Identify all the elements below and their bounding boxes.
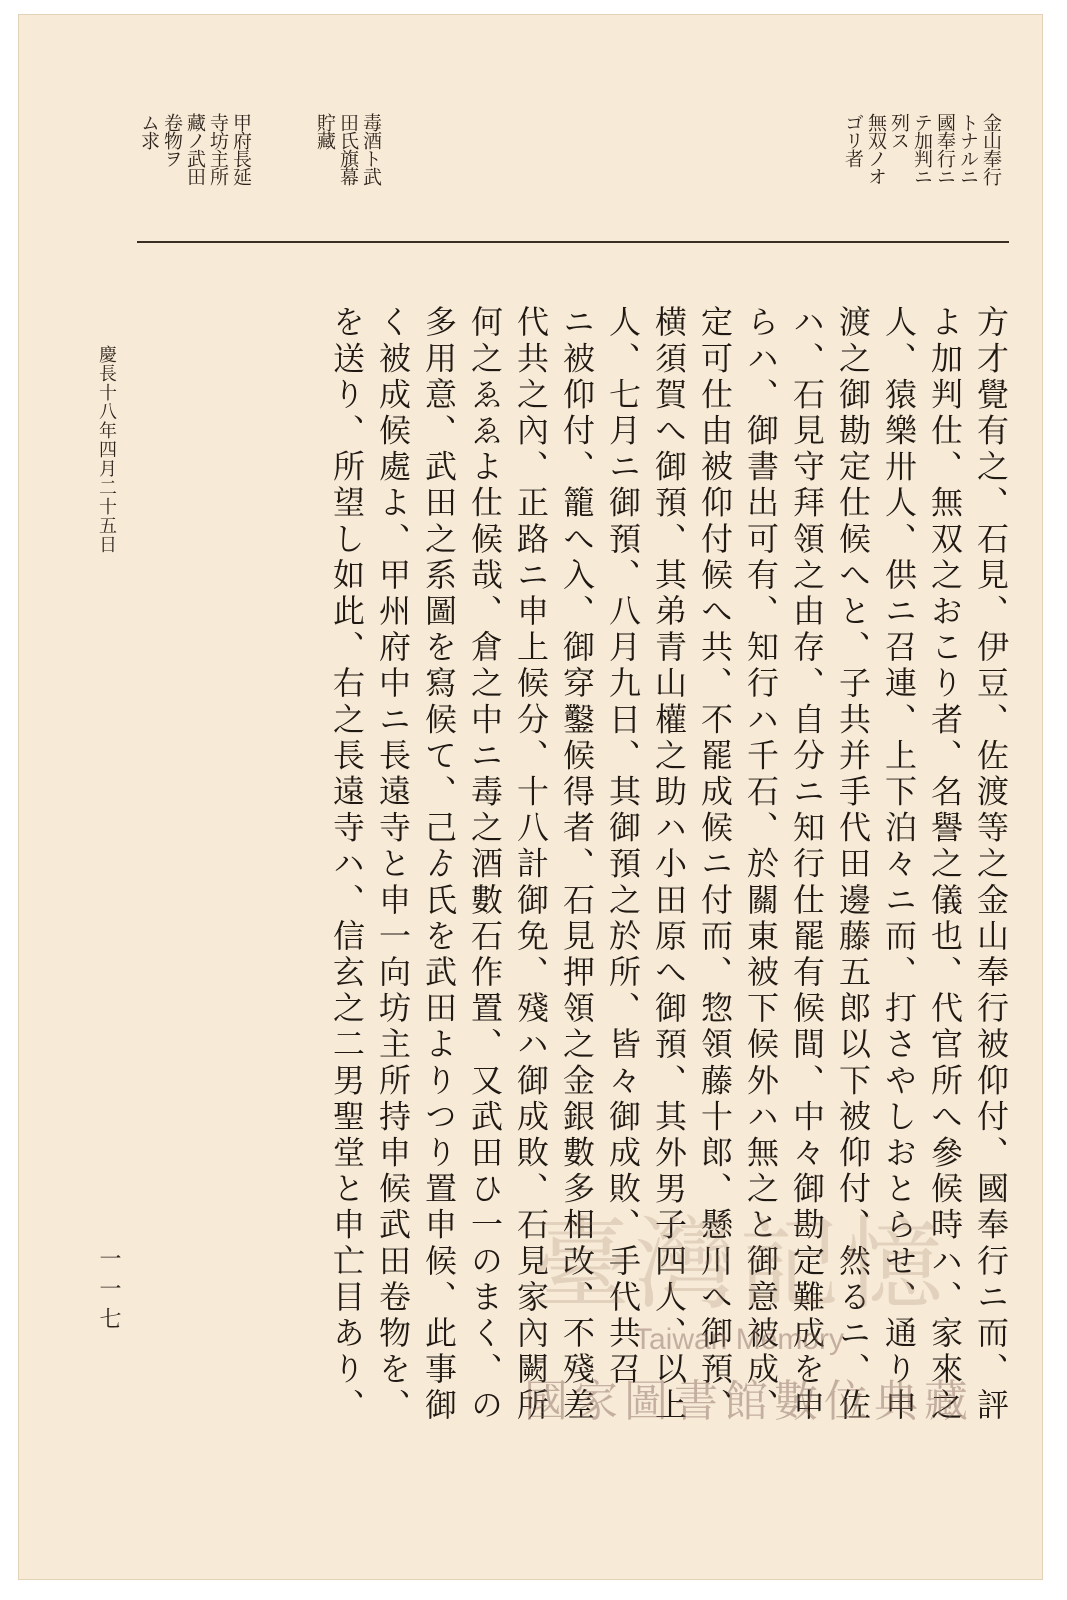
text-column: 人、猿樂卅人、供ニ召連、上下泊々ニ而、打さやしおとらせ、通り申: [880, 305, 918, 1425]
headnote-line: 毒酒ト武: [360, 113, 382, 185]
watermark-large-text: 臺灣記憶: [531, 1206, 947, 1323]
headnote-line: 甲府長延: [230, 113, 252, 185]
watermark-small-text: 國家圖書館數位典藏: [524, 1376, 974, 1427]
headnote-kinzan-bugyo: [842, 113, 1002, 233]
headnote-line: テ加判ニ: [911, 113, 933, 185]
text-column: よ加判仕、無双之おこり者、名譽之儀也、代官所へ參候時ハ、家來之: [926, 305, 964, 1425]
body-text: [324, 305, 1014, 1445]
headnote-line: 列ス: [888, 113, 910, 149]
text-column: を送り、所望し如此、右之長遠寺ハ、信玄之二男聖堂と申亡目あり、: [328, 305, 366, 1425]
headnote-line: 卷物ヲ: [161, 113, 183, 167]
watermark-latin-text: Taiwan Memory: [633, 1323, 845, 1356]
text-column: く被成候處よ、甲州府中ニ長遠寺と申一向坊主所持申候武田卷物を、: [374, 305, 412, 1425]
text-column: 方才覺有之、石見、伊豆、佐渡等之金山奉行被仰付、國奉行ニ而、評: [972, 305, 1010, 1425]
headnote-line: 無双ノオ: [865, 113, 887, 185]
date-line: 慶長十八年四月二十五日: [96, 345, 117, 554]
text-column: 人、七月ニ御預、八月九日、其御預之於所、皆々御成敗、手代共召: [604, 305, 642, 1388]
text-column: ニ被仰付、籠へ入、御穿鑿候得者、石見押領之金銀數多相改、不殘差: [558, 305, 596, 1425]
headnote-line: ム求: [138, 113, 160, 149]
text-column: 渡之御勘定仕候へと、子共并手代田邊藤五郎以下被仰付、然るニ、佐: [834, 305, 872, 1425]
text-column: 何之ゑゑよ仕候哉、倉之中ニ毒之酒數石作置、又武田ひ一のまく、の: [466, 305, 504, 1425]
headnote-line: 田氏旗幕: [337, 113, 359, 185]
page-number: 一一七: [96, 1247, 121, 1337]
text-column: 代共之內、正路ニ申上候分、十八計御免、殘ハ御成敗、石見家內闕所: [512, 305, 550, 1425]
headnote-line: 金山奉行: [980, 113, 1002, 185]
headnote-poison-wine: [314, 113, 382, 233]
header-divider: [137, 241, 1009, 243]
text-column: らハ、御書出可有、知行ハ千石、於關東被下候外ハ無之と御意被成、: [742, 305, 780, 1425]
text-column: 横須賀へ御預、其弟青山權之助ハ小田原へ御預、其外男子四人、以上: [650, 305, 688, 1425]
headnote-line: 國奉行ニ: [934, 113, 956, 185]
headnote-choenji-scroll: [138, 113, 252, 233]
headnote-line: 寺坊主所: [207, 113, 229, 185]
headnote-line: 貯藏: [314, 113, 336, 149]
document-page: [18, 14, 1043, 1580]
headnote-line: 藏ノ武田: [184, 113, 206, 185]
text-column: ハ、石見守拜領之由存、自分ニ知行仕罷有候間、中々御勘定難成を申: [788, 305, 826, 1425]
headnote-line: トナルニ: [957, 113, 979, 185]
text-column: 多用意、武田之系圖を寫候て、己ゟ氏を武田よりつり置申候、此事御: [420, 305, 458, 1425]
text-column: 定可仕由被仰付候へ共、不罷成候ニ付而、惣領藤十郎、懸川へ御預、: [696, 305, 734, 1425]
headnote-line: ゴリ者: [842, 113, 864, 167]
